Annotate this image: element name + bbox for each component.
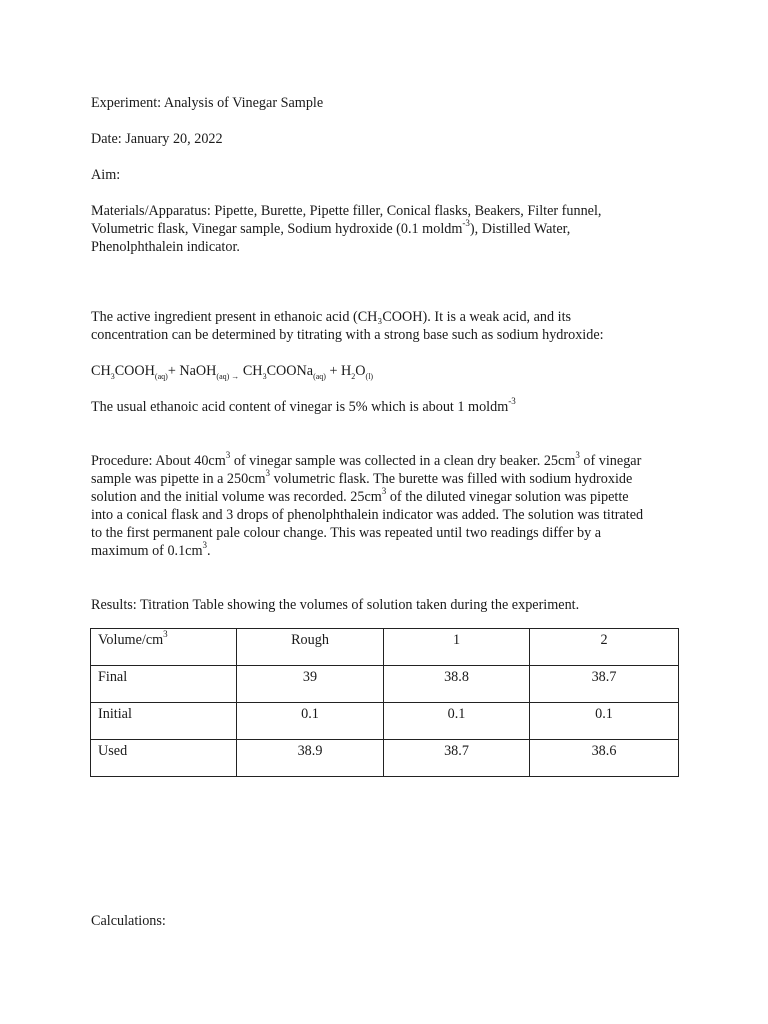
procedure-line-5: to the first permanent pale colour change. This was repeated until two readings differ by a bbox=[91, 525, 602, 541]
intro-line-2: concentration can be determined by titrating with a strong base such as sodium hydroxide: bbox=[91, 327, 604, 343]
materials-line-1: Materials/Apparatus: Pipette, Burette, Pipette filler, Conical flasks, Beakers, Filter funnel, bbox=[91, 203, 602, 219]
table-cell: 0.1 bbox=[384, 703, 530, 740]
row-label-used: Used bbox=[91, 740, 237, 777]
procedure-line-6: maximum of $0.1cm^3$. bbox=[91, 540, 211, 559]
procedure-line-4: into a conical flask and 3 drops of phenolphthalein indicator was added. The solution was titrated bbox=[91, 507, 644, 523]
aim-label: Aim: bbox=[91, 167, 121, 183]
row-label-initial: Initial bbox=[91, 703, 237, 740]
header-run2-cell: 2 bbox=[530, 629, 679, 666]
table-row bbox=[91, 666, 679, 703]
header-volume-cell: Volume/$cm^3$ bbox=[91, 629, 237, 666]
row-label-final: Final bbox=[91, 666, 237, 703]
table-cell: 38.6 bbox=[530, 740, 679, 777]
materials-line-3: Phenolphthalein indicator. bbox=[91, 239, 240, 255]
table-cell: 0.1 bbox=[530, 703, 679, 740]
header-run1-cell: 1 bbox=[384, 629, 530, 666]
materials-line-2: Volumetric flask, Vinegar sample, Sodium hydroxide (0.1 moldm$^{-3}$), Distilled Water, bbox=[91, 218, 571, 237]
date-line: Date: January 20, 2022 bbox=[91, 131, 223, 147]
procedure-line-2: sample was pipette in a $250cm^3$ volumetric flask. The burette was filled with sodium hydroxide bbox=[91, 468, 633, 487]
header-rough-cell: Rough bbox=[237, 629, 384, 666]
usual-content-line: The usual ethanoic acid content of vinegar is 5% which is about 1 moldm$^{-3}$ bbox=[91, 396, 516, 415]
calculations-label: Calculations: bbox=[91, 913, 166, 929]
table-cell: 38.8 bbox=[384, 666, 530, 703]
titration-table bbox=[90, 628, 679, 777]
table-cell: 39 bbox=[237, 666, 384, 703]
intro-line-1: The active ingredient present in ethanoic acid (CH₃COOH). It is a weak acid, and its bbox=[91, 309, 572, 325]
table-cell: 0.1 bbox=[237, 703, 384, 740]
table-row bbox=[91, 703, 679, 740]
results-caption: Results: Titration Table showing the volumes of solution taken during the experiment. bbox=[91, 597, 580, 613]
chemical-equation: $CH_3COOH_{(aq)}+$ NaOH$_{(aq) \to}$ $CH_3COONa_{(aq)} + H_2O_{(l)}$ bbox=[91, 363, 374, 381]
table-cell: 38.7 bbox=[384, 740, 530, 777]
table-row bbox=[91, 740, 679, 777]
table-cell: 38.7 bbox=[530, 666, 679, 703]
experiment-title: Experiment: Analysis of Vinegar Sample bbox=[91, 95, 324, 111]
procedure-line-3: solution and the initial volume was recorded. $25cm^3$ of the diluted vinegar solution was pipette bbox=[91, 486, 629, 505]
procedure-line-1: Procedure: About $40cm^3$ of vinegar sample was collected in a clean dry beaker. $25cm^3$ of vinegar bbox=[91, 450, 642, 469]
table-cell: 38.9 bbox=[237, 740, 384, 777]
table-header-row bbox=[91, 629, 679, 666]
